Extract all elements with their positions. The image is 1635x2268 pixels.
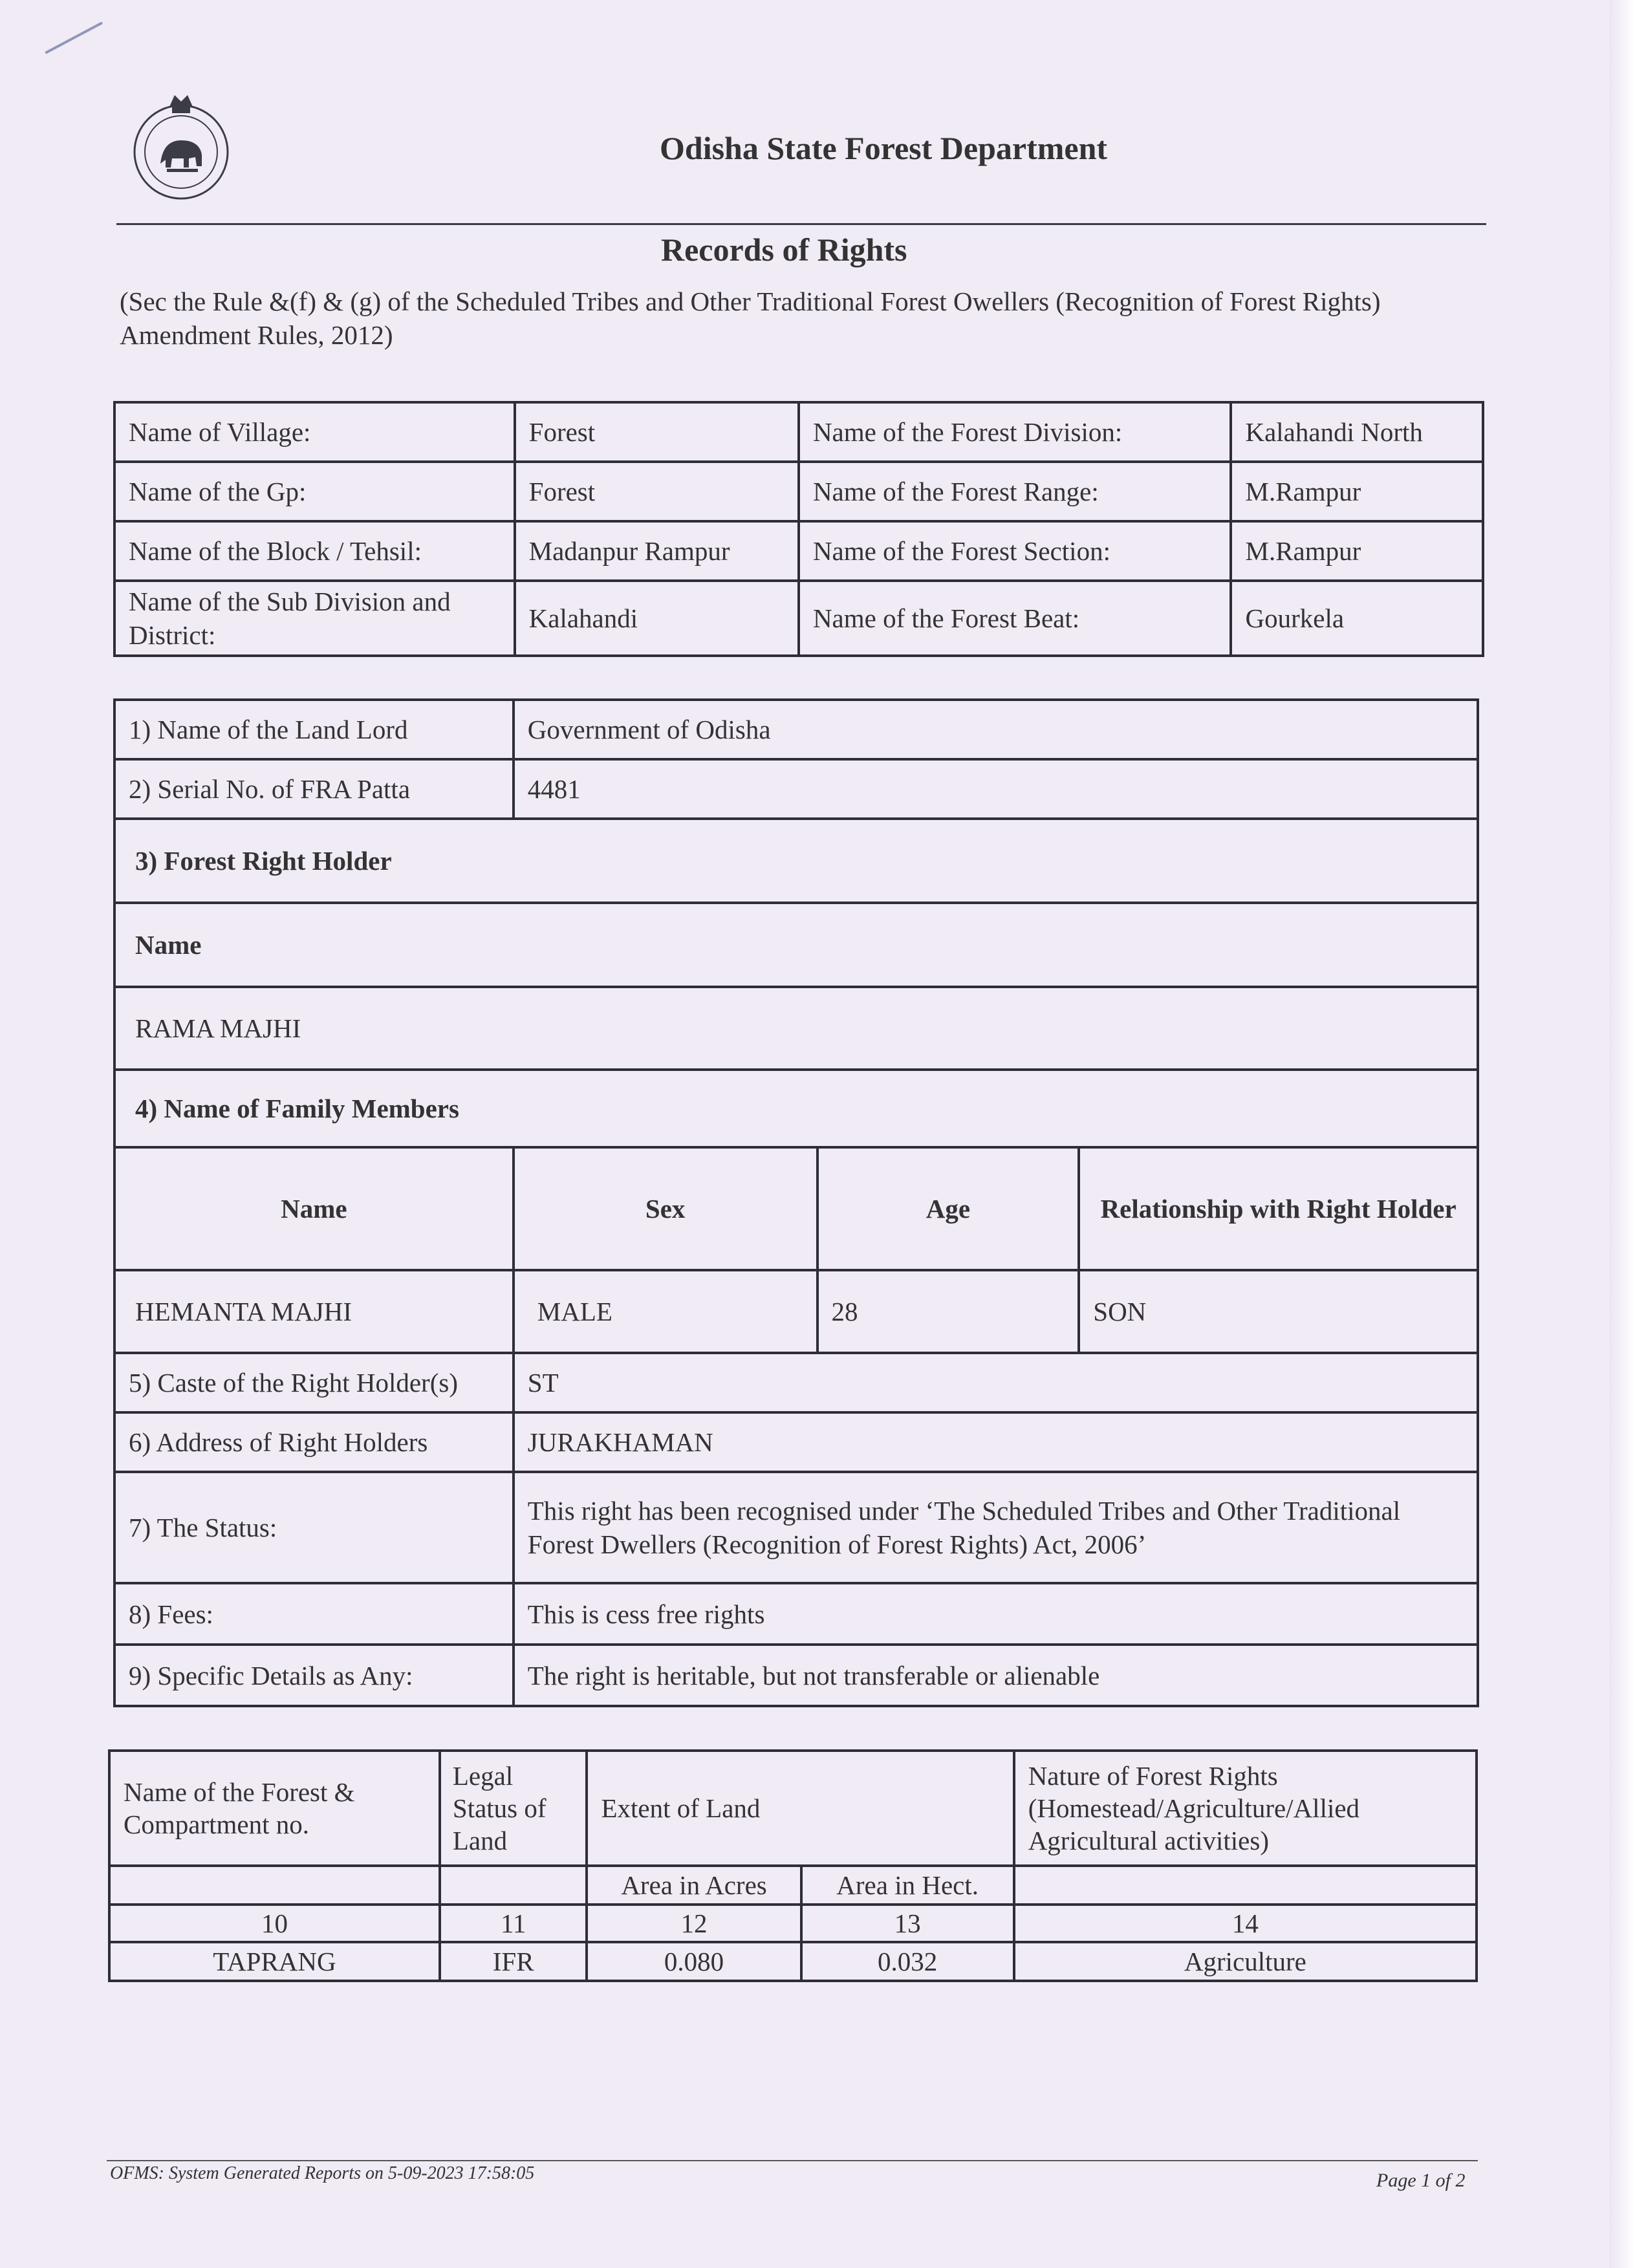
blank-cell — [1014, 1866, 1477, 1905]
family-col-name: Name — [114, 1147, 514, 1270]
record-table — [113, 698, 1479, 1707]
landlord-value: Government of Odisha — [514, 700, 1478, 759]
land-data-row — [109, 1942, 1477, 1981]
table-row — [114, 462, 1483, 521]
serial-label: 2) Serial No. of FRA Patta — [114, 759, 514, 819]
blank-cell — [109, 1866, 440, 1905]
land-table — [108, 1749, 1478, 1982]
table-row — [114, 1412, 1478, 1472]
col-number: 12 — [587, 1905, 801, 1942]
serial-value: 4481 — [514, 759, 1478, 819]
page-number: Page 1 of 2 — [1376, 2170, 1466, 2191]
legal-status: IFR — [440, 1942, 587, 1981]
village-label: Name of Village: — [114, 402, 515, 462]
division-label: Name of the Forest Division: — [799, 402, 1231, 462]
family-heading: 4) Name of Family Members — [114, 1070, 1478, 1147]
member-relation: SON — [1079, 1270, 1478, 1353]
col-area-acres: Area in Acres — [587, 1866, 801, 1905]
block-value: Madanpur Rampur — [515, 521, 799, 581]
nature-of-rights: Agriculture — [1014, 1942, 1477, 1981]
member-name: HEMANTA MAJHI — [114, 1270, 514, 1353]
details-label: 9) Specific Details as Any: — [114, 1645, 514, 1706]
gp-value: Forest — [515, 462, 799, 521]
range-label: Name of the Forest Range: — [799, 462, 1231, 521]
fees-label: 8) Fees: — [114, 1583, 514, 1645]
village-value: Forest — [515, 402, 799, 462]
blank-cell — [440, 1866, 587, 1905]
table-row — [114, 1645, 1478, 1706]
block-label: Name of the Block / Tehsil: — [114, 521, 515, 581]
holder-heading: 3) Forest Right Holder — [114, 819, 1478, 903]
forest-name: TAPRANG — [109, 1942, 440, 1981]
landlord-label: 1) Name of the Land Lord — [114, 700, 514, 759]
col-nature-of-rights: Nature of Forest Rights (Homestead/Agriculture/Allied Agricultural activities) — [1014, 1751, 1477, 1866]
family-col-relationship: Relationship with Right Holder — [1079, 1147, 1478, 1270]
footer-divider — [107, 2160, 1478, 2161]
table-row — [114, 521, 1483, 581]
table-row — [114, 819, 1478, 903]
range-value: M.Rampur — [1231, 462, 1483, 521]
table-row — [114, 1353, 1478, 1412]
col-number: 11 — [440, 1905, 587, 1942]
status-value — [514, 1472, 1478, 1583]
table-row — [114, 402, 1483, 462]
table-row — [114, 1583, 1478, 1645]
table-row — [114, 987, 1478, 1070]
pen-mark — [45, 21, 103, 54]
holder-name-heading: Name — [114, 903, 1478, 987]
status-line-1: This right has been recognised under ‘The Scheduled Tribes and Other Traditional — [527, 1496, 1401, 1526]
table-row — [114, 581, 1483, 656]
document-subtitle: (Sec the Rule &(f) & (g) of the Scheduled Tribes and Other Traditional Forest Owellers (Recognition of Forest Rights) Amendment Rules, 2012) — [120, 286, 1381, 350]
table-row — [114, 903, 1478, 987]
member-age: 28 — [817, 1270, 1079, 1353]
table-row — [114, 1472, 1478, 1583]
family-member-row — [114, 1270, 1478, 1353]
col-legal-status: Legal Status of Land — [440, 1751, 587, 1866]
col-number: 14 — [1014, 1905, 1477, 1942]
col-area-hect: Area in Hect. — [801, 1866, 1014, 1905]
header-divider — [116, 223, 1486, 225]
section-label: Name of the Forest Section: — [799, 521, 1231, 581]
area-acres: 0.080 — [587, 1942, 801, 1981]
status-line-2: Forest Dwellers (Recognition of Forest Rights) Act, 2006’ — [527, 1529, 1147, 1559]
location-table — [113, 401, 1484, 657]
area-hect: 0.032 — [801, 1942, 1014, 1981]
caste-label: 5) Caste of the Right Holder(s) — [114, 1353, 514, 1412]
page-edge — [1609, 0, 1635, 2268]
family-col-sex: Sex — [514, 1147, 817, 1270]
land-number-row — [109, 1905, 1477, 1942]
section-value: M.Rampur — [1231, 521, 1483, 581]
member-sex: MALE — [514, 1270, 817, 1353]
details-value: The right is heritable, but not transferable or alienable — [514, 1645, 1478, 1706]
odisha-emblem-logo — [129, 87, 233, 204]
col-number: 13 — [801, 1905, 1014, 1942]
address-label: 6) Address of Right Holders — [114, 1412, 514, 1472]
department-title: Odisha State Forest Department — [660, 130, 1108, 166]
status-label: 7) The Status: — [114, 1472, 514, 1583]
family-col-age: Age — [817, 1147, 1079, 1270]
beat-value: Gourkela — [1231, 581, 1483, 656]
gp-label: Name of the Gp: — [114, 462, 515, 521]
holder-name: RAMA MAJHI — [114, 987, 1478, 1070]
col-forest-compartment: Name of the Forest & Compartment no. — [109, 1751, 440, 1866]
caste-value: ST — [514, 1353, 1478, 1412]
table-row — [114, 700, 1478, 759]
footer-generated-text: OFMS: System Generated Reports on 5-09-2023 17:58:05 — [110, 2163, 535, 2183]
family-header-row — [114, 1147, 1478, 1270]
division-value: Kalahandi North — [1231, 402, 1483, 462]
subdiv-label: Name of the Sub Division and District: — [114, 581, 515, 656]
col-number: 10 — [109, 1905, 440, 1942]
land-header-row — [109, 1751, 1477, 1866]
beat-label: Name of the Forest Beat: — [799, 581, 1231, 656]
document-title: Records of Rights — [661, 232, 907, 268]
fees-value: This is cess free rights — [514, 1583, 1478, 1645]
table-row — [114, 759, 1478, 819]
land-subheader-row — [109, 1866, 1477, 1905]
table-row — [114, 1070, 1478, 1147]
address-value: JURAKHAMAN — [514, 1412, 1478, 1472]
col-extent-of-land: Extent of Land — [587, 1751, 1013, 1866]
subdiv-value: Kalahandi — [515, 581, 799, 656]
